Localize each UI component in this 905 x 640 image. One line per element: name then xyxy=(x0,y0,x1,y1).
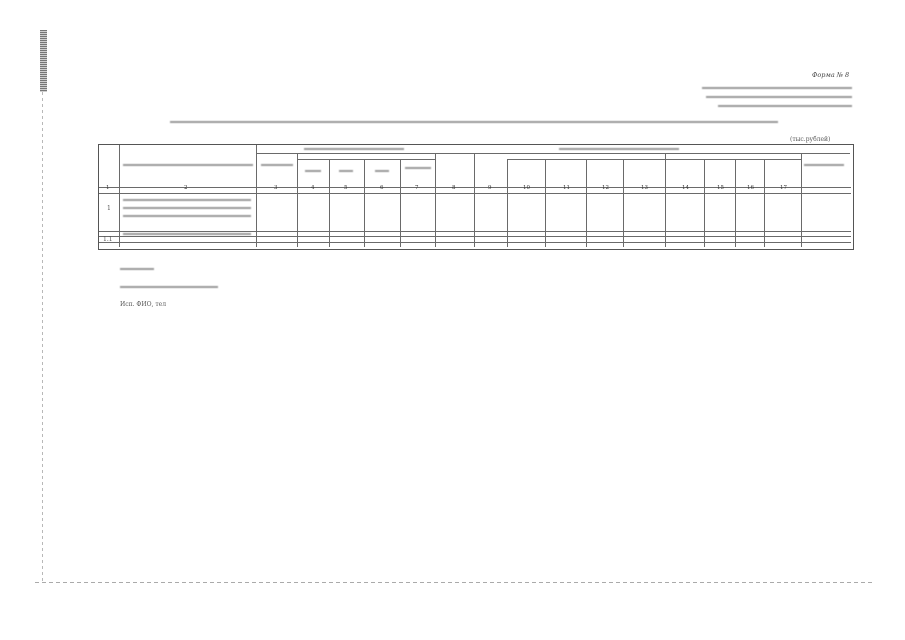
document-title xyxy=(170,121,778,123)
column-number: 13 xyxy=(641,185,648,191)
appendix-note-line-2 xyxy=(706,96,852,98)
col-header-rb xyxy=(339,170,353,172)
column-number: 8 xyxy=(452,185,456,191)
row-1-text xyxy=(123,207,251,209)
column-number: 7 xyxy=(415,185,419,191)
data-table xyxy=(98,144,854,250)
col-header-mb xyxy=(375,170,389,172)
column-number: 6 xyxy=(380,185,384,191)
column-number: 3 xyxy=(274,185,278,191)
col-header-other xyxy=(405,167,431,169)
column-number: 1 xyxy=(106,185,110,191)
column-number: 14 xyxy=(682,185,689,191)
col-header-current-year xyxy=(304,148,404,150)
col-header-reason xyxy=(804,164,844,166)
column-number: 5 xyxy=(344,185,348,191)
column-number: 11 xyxy=(563,185,570,191)
row-1-1-number: 1.1 xyxy=(103,236,113,243)
footer-line-3: Исп. ФИО, тел xyxy=(120,301,167,308)
column-number: 10 xyxy=(523,185,530,191)
column-number: 12 xyxy=(602,185,609,191)
column-number: 2 xyxy=(184,185,188,191)
column-number-row xyxy=(98,187,852,192)
column-number: 15 xyxy=(717,185,724,191)
row-1-number: 1 xyxy=(107,205,111,212)
col-header-planning-year xyxy=(559,148,679,150)
scan-artifact-bar xyxy=(40,30,47,92)
col-header-total xyxy=(261,164,293,166)
appendix-note-line-3 xyxy=(718,105,852,107)
col-header-fb xyxy=(305,170,321,172)
scan-artifact-bottom-edge xyxy=(35,582,875,583)
row-1-text xyxy=(123,215,251,217)
footer-line-2 xyxy=(120,286,218,288)
row-1-text xyxy=(123,199,251,201)
column-number: 4 xyxy=(311,185,315,191)
col-header-name xyxy=(123,164,253,166)
column-number: 16 xyxy=(747,185,754,191)
column-number: 17 xyxy=(780,185,787,191)
unit-label: (тыс.рублей) xyxy=(790,136,831,143)
appendix-note-line-1 xyxy=(702,87,852,89)
scan-artifact-left-edge xyxy=(42,92,43,582)
column-number: 9 xyxy=(488,185,492,191)
form-label: Форма № 8 xyxy=(812,71,850,79)
footer-line-1 xyxy=(120,268,154,270)
row-total-text xyxy=(123,233,251,235)
